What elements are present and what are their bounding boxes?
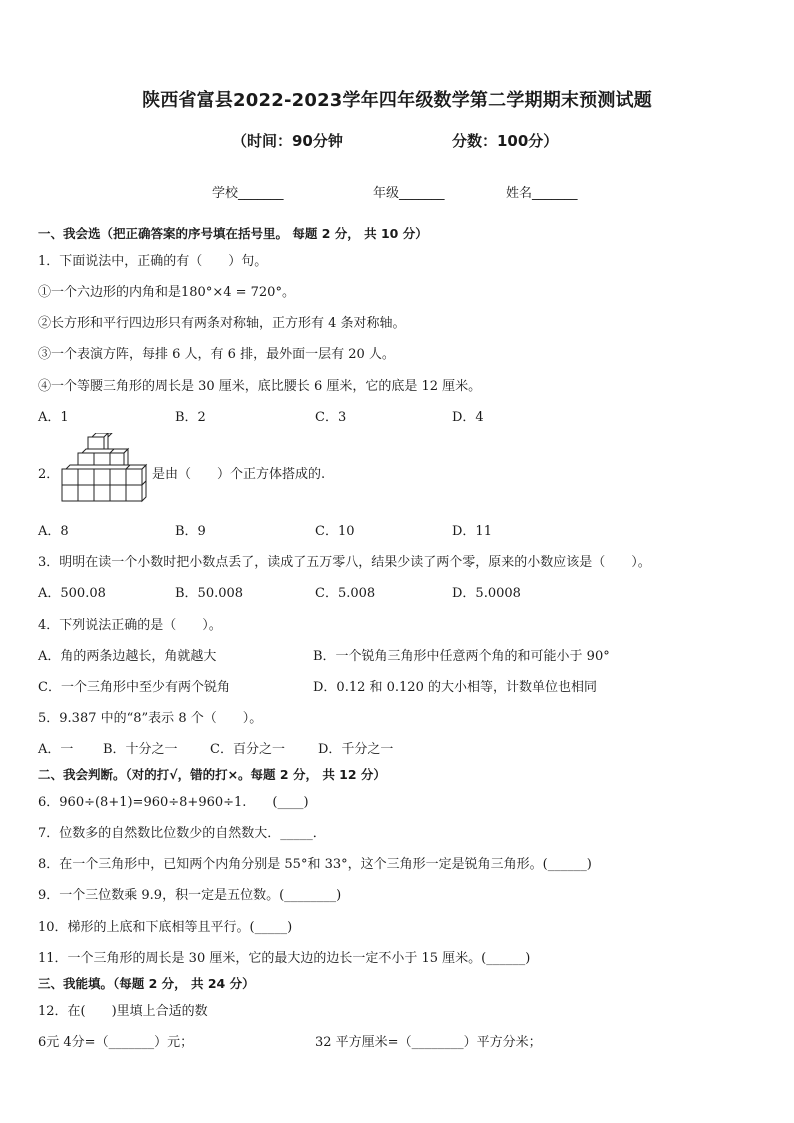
name-field: 姓名_______ xyxy=(506,186,578,201)
judge-item-9: 9．一个三位数乘 9.9，积一定是五位数。(________) xyxy=(38,888,342,903)
q1-item-2: ②长方形和平行四边形只有两条对称轴，正方形有 4 条对称轴。 xyxy=(38,316,406,331)
q1-item-4: ④一个等腰三角形的周长是 30 厘米，底比腰长 6 厘米，它的底是 12 厘米。 xyxy=(38,379,482,394)
q5-option-b: B．十分之一 xyxy=(103,742,178,757)
q5-option-c: C．百分之一 xyxy=(210,742,285,757)
q1-option-b: B．2 xyxy=(175,410,206,425)
q4-stem: 4．下列说法正确的是（ ）。 xyxy=(38,618,222,633)
q3-stem: 3．明明在读一个小数时把小数点丢了，读成了五万零八，结果少读了两个零，原来的小数应该是（ ）。 xyxy=(38,555,651,570)
q12-right: 32 平方厘米=（________）平方分米； xyxy=(315,1035,542,1050)
q4-option-d: D．0.12 和 0.120 的大小相等，计数单位也相同 xyxy=(313,680,597,695)
q5-option-a: A．一 xyxy=(38,742,74,757)
q4-option-b: B．一个锐角三角形中任意两个角的和可能小于 90° xyxy=(313,649,610,664)
section-3-heading: 三、我能填。（每题 2 分， 共 24 分） xyxy=(38,976,255,991)
q3-option-d: D．5.0008 xyxy=(452,586,521,601)
q3-option-a: A．500.08 xyxy=(38,586,106,601)
school-field: 学校_______ xyxy=(212,186,284,201)
judge-item-8: 8．在一个三角形中，已知两个内角分别是 55°和 33°，这个三角形一定是锐角三角形。(______) xyxy=(38,857,592,872)
q2-option-c: C．10 xyxy=(315,524,355,539)
judge-item-11: 11．一个三角形的周长是 30 厘米，它的最大边的边长一定不小于 15 厘米。(______) xyxy=(38,951,531,966)
section-2-heading: 二、我会判断。（对的打√，错的打×。每题 2 分， 共 12 分） xyxy=(38,767,386,782)
cube-stack-figure xyxy=(58,433,148,505)
q4-option-a: A．角的两条边越长，角就越大 xyxy=(38,649,217,664)
judge-item-6: 6．960÷(8+1)=960÷8+960÷1. (____) xyxy=(38,795,309,810)
q2-stem: 是由（ ）个正方体搭成的. xyxy=(152,467,326,482)
q2-number: 2． xyxy=(38,467,60,482)
q12-left: 6元 4分=（_______）元； xyxy=(38,1035,194,1050)
grade-field: 年级_______ xyxy=(373,186,445,201)
judge-item-7: 7．位数多的自然数比位数少的自然数大．_____． xyxy=(38,826,326,841)
q1-option-d: D．4 xyxy=(452,410,484,425)
q2-option-b: B．9 xyxy=(175,524,206,539)
doc-title: 陕西省富县2022-2023学年四年级数学第二学期期末预测试题 xyxy=(142,90,652,111)
q3-option-c: C．5.008 xyxy=(315,586,376,601)
q1-option-c: C．3 xyxy=(315,410,347,425)
score-label: 分数：100分） xyxy=(452,132,559,150)
q5-option-d: D．千分之一 xyxy=(318,742,394,757)
q1-option-a: A．1 xyxy=(38,410,69,425)
time-label: （时间：90分钟 xyxy=(232,132,343,150)
q5-stem: 5．9.387 中的“8”表示 8 个（ ）。 xyxy=(38,711,263,726)
q2-option-d: D．11 xyxy=(452,524,492,539)
q1-item-1: ①一个六边形的内角和是180°×4 = 720°。 xyxy=(38,285,295,300)
q12-stem: 12．在( )里填上合适的数 xyxy=(38,1004,208,1019)
q4-option-c: C．一个三角形中至少有两个锐角 xyxy=(38,680,230,695)
q3-option-b: B．50.008 xyxy=(175,586,244,601)
judge-item-10: 10．梯形的上底和下底相等且平行。(_____) xyxy=(38,920,293,935)
section-1-heading: 一、我会选（把正确答案的序号填在括号里。 每题 2 分， 共 10 分） xyxy=(38,226,428,241)
q2-option-a: A．8 xyxy=(38,524,69,539)
q1-item-3: ③一个表演方阵，每排 6 人，有 6 排，最外面一层有 20 人。 xyxy=(38,347,395,362)
q1-stem: 1．下面说法中，正确的有（ ）句。 xyxy=(38,254,268,269)
